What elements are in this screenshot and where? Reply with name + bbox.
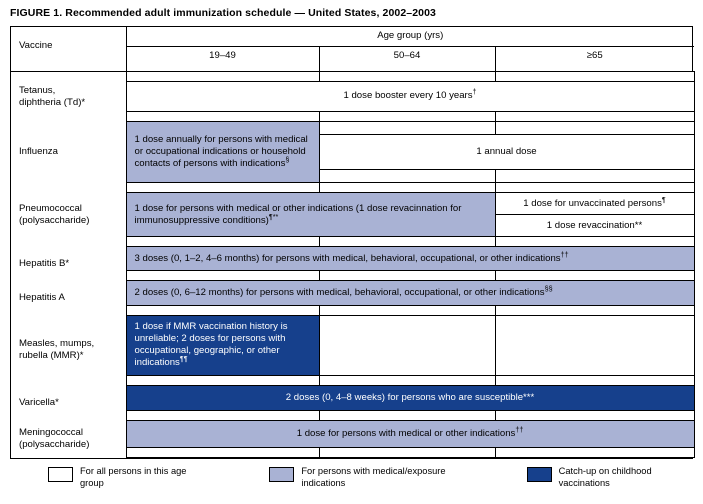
cell-text: 1 dose if MMR vaccination history is unreliable; 2 doses for persons with occupational, geographic, or other indications (134, 320, 288, 369)
spacer-row (11, 72, 694, 82)
schedule-cell-pneumococcal-19-64[interactable] (126, 193, 495, 237)
cell-text: 1 dose revaccination** (546, 219, 643, 231)
spacer-cell (495, 237, 694, 247)
table-row-varicella (11, 385, 694, 410)
vaccine-name-influenza: Influenza (11, 122, 126, 183)
table-row-hepatitis-a (11, 281, 694, 305)
spacer-cell (495, 375, 694, 385)
legend-label: Catch-up on childhood vaccinations (558, 466, 652, 488)
cell-text: 2 doses (0, 6–12 months) for persons with medical, behavioral, occupational, or other indications (134, 286, 545, 298)
spacer-cell (319, 72, 495, 82)
spacer-cell (126, 72, 319, 82)
footnote-marker: †† (560, 249, 569, 259)
spacer-cell (126, 183, 319, 193)
spacer-cell (319, 447, 495, 457)
table-row-mmr (11, 315, 694, 375)
spacer-cell (495, 271, 694, 281)
spacer-cell (126, 410, 319, 420)
spacer-cell (319, 112, 495, 122)
spacer-cell (126, 237, 319, 247)
cell-text: 1 dose annually for persons with medical or occupational indications or household contacts of persons with indications (134, 133, 308, 170)
spacer-cell (495, 183, 694, 193)
schedule-cell-influenza-50-plus[interactable] (319, 135, 694, 170)
vaccine-name-line2: rubella (MMR)* (19, 350, 84, 362)
spacer-cell (319, 169, 495, 182)
table-row-meningococcal (11, 420, 694, 447)
spacer-cell (126, 271, 319, 281)
legend-swatch-light-icon (269, 467, 294, 482)
footnote-marker: †† (515, 424, 524, 434)
legend-swatch-dark-icon (527, 467, 552, 482)
spacer-cell (495, 122, 694, 135)
footnote-marker: ¶ (661, 194, 666, 204)
schedule-cell-influenza-19-49[interactable] (126, 122, 319, 183)
immunization-schedule-table (10, 26, 693, 459)
figure-title: FIGURE 1. Recommended adult immunization schedule — United States, 2002–2003 (10, 7, 436, 19)
schedule-cell-hepatitis-b-all[interactable] (126, 247, 694, 271)
schedule-cell-tetanus-all[interactable] (126, 82, 694, 112)
header-age-65-plus: ≥65 (495, 47, 694, 72)
header-age-group: Age group (yrs) (126, 27, 694, 47)
legend-item-catch-up (527, 466, 693, 489)
legend-swatch-white-icon (48, 467, 73, 482)
footnote-marker: §§ (544, 283, 553, 293)
footnote-marker: ¶¶ (179, 354, 188, 364)
spacer-cell (495, 169, 694, 182)
legend-item-medical-exposure (269, 466, 476, 489)
spacer-row (11, 183, 694, 193)
spacer-cell (495, 112, 694, 122)
schedule-cell-mmr-50-64[interactable] (319, 315, 495, 375)
spacer-cell (319, 305, 495, 315)
vaccine-name-tetanus (11, 72, 126, 122)
vaccine-name-varicella: Varicella* (11, 385, 126, 420)
spacer-cell (319, 183, 495, 193)
cell-text: 1 dose for persons with medical or other indications (296, 427, 516, 439)
spacer-cell (319, 375, 495, 385)
schedule-cell-mmr-19-49[interactable] (126, 315, 319, 375)
table-header-top-row (11, 27, 694, 47)
cell-text: 2 doses (0, 4–8 weeks) for persons who are susceptible*** (285, 391, 535, 403)
footnote-marker: § (285, 155, 290, 165)
spacer-cell (126, 447, 319, 457)
table-row-hepatitis-b (11, 247, 694, 271)
vaccine-name-line2: (polysaccharide) (19, 214, 90, 226)
cell-text: 1 dose booster every 10 years (343, 90, 473, 102)
spacer-cell (495, 305, 694, 315)
schedule-cell-pneumococcal-65-unvaccinated[interactable] (495, 193, 694, 215)
spacer-cell (319, 237, 495, 247)
schedule-cell-pneumococcal-65-revaccination[interactable] (495, 215, 694, 237)
vaccine-name-line1: Pneumococcal (19, 202, 82, 214)
schedule-cell-varicella-all[interactable] (126, 385, 694, 410)
footnote-marker: ¶** (268, 211, 279, 221)
vaccine-name-pneumococcal (11, 183, 126, 247)
vaccine-name-hepatitis-a: Hepatitis A (11, 281, 126, 315)
header-vaccine: Vaccine (11, 27, 126, 72)
vaccine-name-line1: Tetanus, (19, 84, 56, 96)
header-age-50-64: 50–64 (319, 47, 495, 72)
spacer-cell (319, 271, 495, 281)
spacer-cell (126, 112, 319, 122)
cell-text: 1 dose for unvaccinated persons (523, 197, 662, 209)
schedule-cell-mmr-65-plus[interactable] (495, 315, 694, 375)
cell-text: 1 dose for persons with medical or other indications (1 dose revacinnation for immunosuppressive conditions) (134, 202, 462, 226)
header-age-19-49: 19–49 (126, 47, 319, 72)
spacer-cell (495, 72, 694, 82)
legend (10, 466, 693, 489)
schedule-cell-hepatitis-a-all[interactable] (126, 281, 694, 305)
vaccine-name-hepatitis-b: Hepatitis B* (11, 247, 126, 281)
spacer-cell (126, 305, 319, 315)
vaccine-name-line2: (polysaccharide) (19, 438, 90, 450)
table-row-influenza (11, 122, 694, 135)
legend-label: For persons with medical/exposure indications (301, 466, 446, 488)
vaccine-name-line1: Measles, mumps, (19, 337, 95, 349)
legend-item-all-persons (48, 466, 201, 489)
cell-text: 1 annual dose (476, 146, 537, 158)
schedule-cell-meningococcal-all[interactable] (126, 420, 694, 447)
spacer-cell (126, 375, 319, 385)
vaccine-name-line1: Meningococcal (19, 426, 83, 438)
spacer-cell (319, 122, 495, 135)
spacer-cell (495, 447, 694, 457)
footnote-marker: † (472, 87, 477, 97)
spacer-cell (319, 410, 495, 420)
spacer-cell (495, 410, 694, 420)
vaccine-name-meningococcal (11, 420, 126, 457)
vaccine-name-mmr (11, 315, 126, 385)
legend-label: For all persons in this age group (80, 466, 187, 488)
vaccine-name-line2: diphtheria (Td)* (19, 96, 86, 108)
cell-text: 3 doses (0, 1–2, 4–6 months) for persons with medical, behavioral, occupational, or other indications (134, 252, 561, 264)
